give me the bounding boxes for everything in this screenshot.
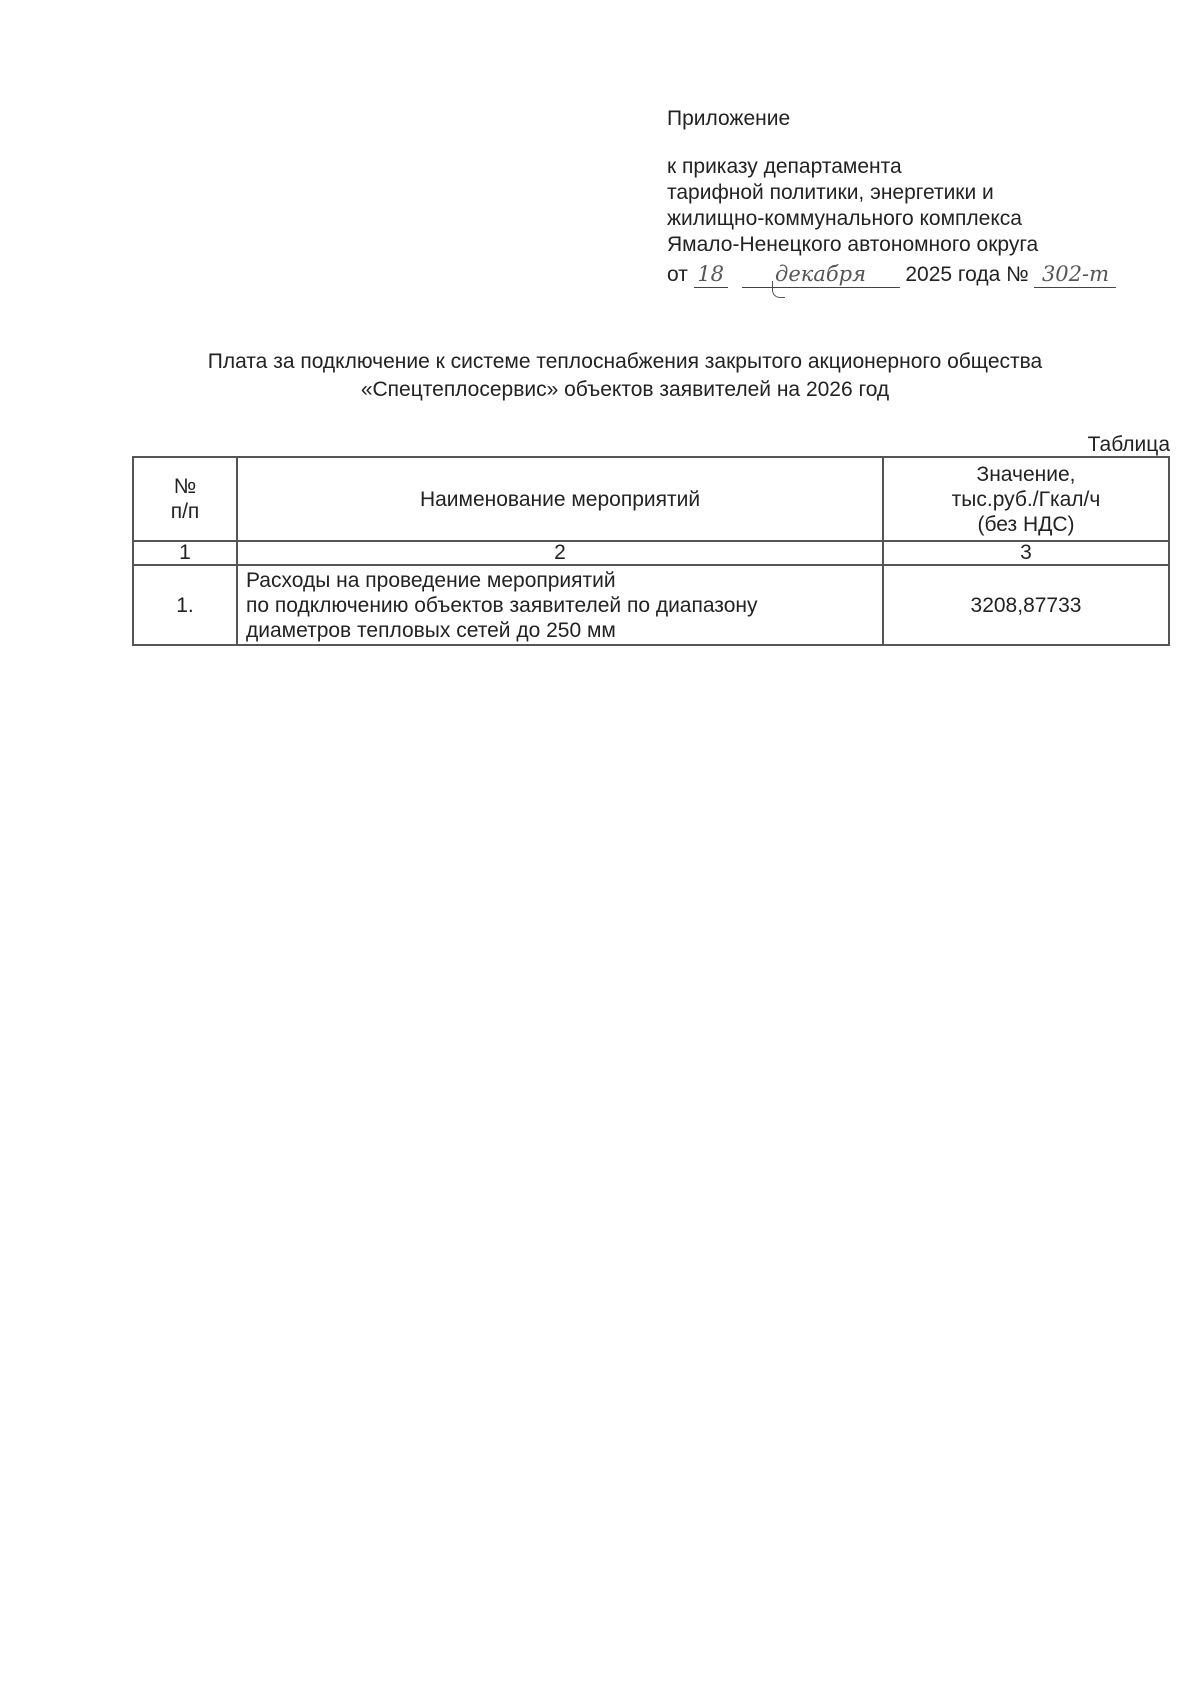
column-index: 3	[883, 541, 1169, 565]
handwritten-month	[742, 261, 900, 288]
header-num	[133, 457, 237, 541]
appendix-line: тарифной политики, энергетики и	[667, 181, 994, 204]
row-number: 1.	[133, 565, 237, 645]
tariff-table	[132, 456, 1170, 646]
header-value-line: тыс.руб./Гкал/ч	[951, 487, 1101, 511]
appendix-block	[667, 106, 1147, 292]
column-index-row	[133, 541, 1169, 565]
row-name-line: Расходы на проведение мероприятий	[246, 568, 616, 592]
header-value	[883, 457, 1169, 541]
appendix-line: к приказу департамента	[667, 155, 902, 178]
header-name: Наименование мероприятий	[237, 457, 883, 541]
title-line-1: Плата за подключение к системе теплоснабжения закрытого акционерного общества	[207, 350, 1043, 373]
handwritten-month-text: декабря	[775, 262, 867, 286]
order-date-line	[667, 258, 1147, 292]
header-num-line: №	[173, 475, 197, 498]
appendix-line: Ямало-Ненецкого автономного округа	[667, 233, 1039, 256]
column-index: 1	[133, 541, 237, 565]
column-index: 2	[237, 541, 883, 565]
handwriting-flourish	[772, 281, 785, 298]
header-value-line: (без НДС)	[977, 512, 1075, 536]
header-num-line: п/п	[170, 500, 200, 523]
table-label: Таблица	[1087, 433, 1170, 456]
table-header-row	[133, 457, 1169, 541]
table-row	[133, 565, 1169, 645]
appendix-line: жилищно-коммунального комплекса	[667, 207, 1022, 230]
row-name-line: по подключению объектов заявителей по диапазону	[246, 593, 758, 617]
appendix-heading: Приложение	[667, 107, 791, 130]
order-year-text: 2025 года №	[905, 263, 1029, 286]
row-name	[237, 565, 883, 645]
row-value: 3208,87733	[883, 565, 1169, 645]
handwritten-day: 18	[694, 261, 728, 288]
header-value-line: Значение,	[976, 462, 1076, 486]
document-title	[130, 348, 1120, 404]
row-name-line: диаметров тепловых сетей до 250 мм	[246, 618, 616, 642]
order-prefix: от	[667, 263, 688, 286]
title-line-2: «Спецтеплосервис» объектов заявителей на 2026 год	[360, 378, 890, 401]
handwritten-order-number: 302-т	[1034, 261, 1116, 288]
